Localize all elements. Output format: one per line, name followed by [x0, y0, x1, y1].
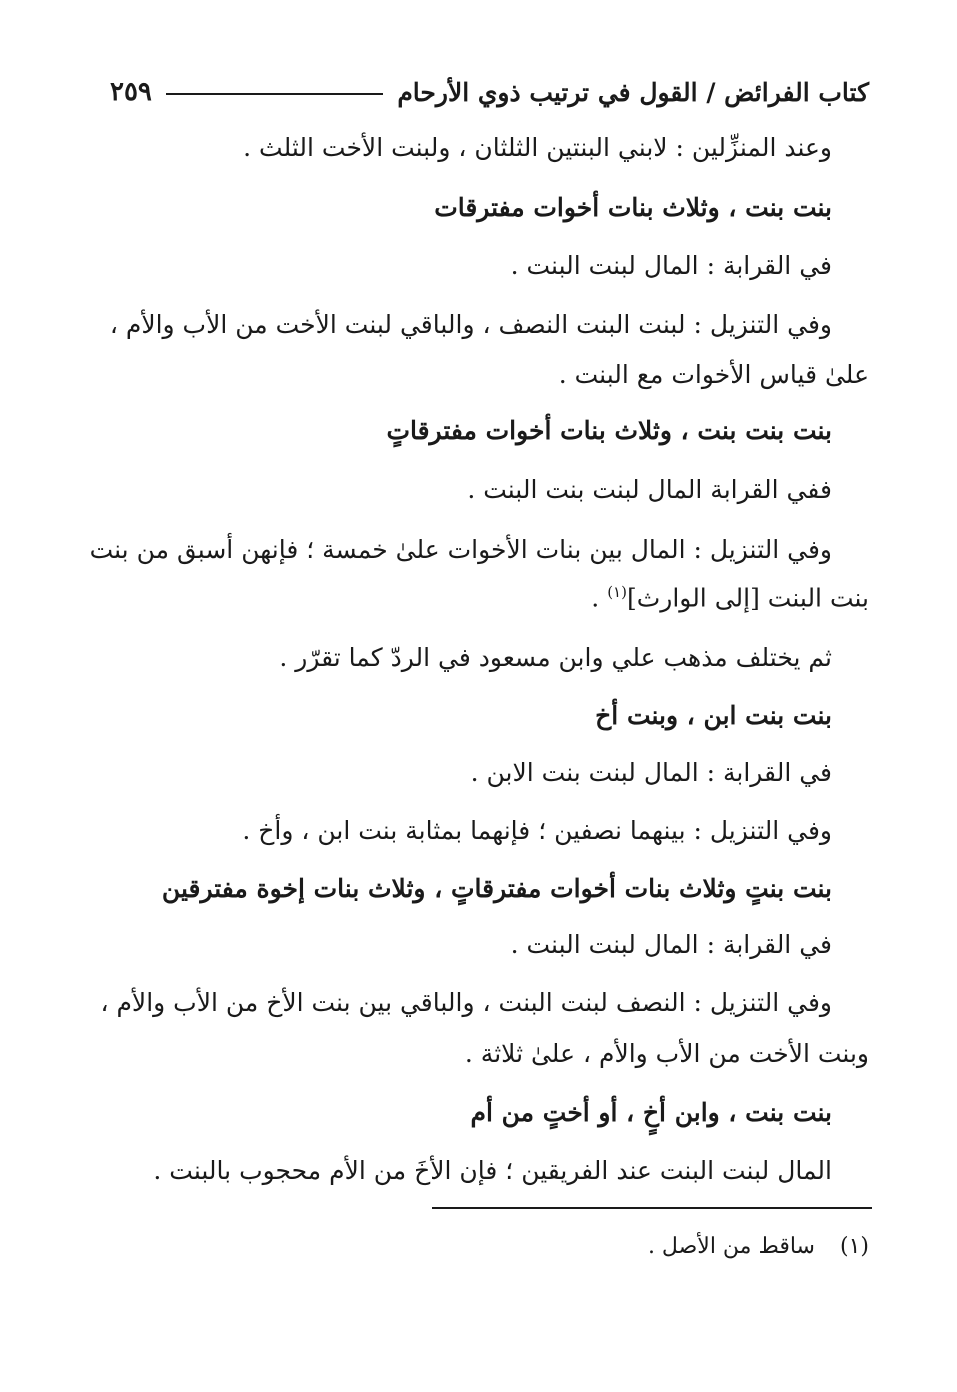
text-line — [591, 583, 869, 613]
heading-line: بنت بنتٍ وثلاث بنات أخوات مفترقاتٍ ، وثلاث بنات إخوة مفترقين — [161, 874, 832, 903]
text-line: في القرابة : المال لبنت بنت الابن . — [470, 758, 832, 787]
text-line: وفي التنزيل : بينهما نصفين ؛ فإنهما بمثابة بنت ابن ، وأخ . — [242, 816, 832, 845]
text-line: وعند المنزِّلين : لابني البنتين الثلثان ، ولبنت الأخت الثلث . — [243, 133, 832, 162]
text-line: وفي التنزيل : النصف لبنت البنت ، والباقي بين بنت الأخ من الأب والأم ، — [100, 988, 832, 1017]
heading-line: بنت بنت ابن ، وبنت أخ — [595, 701, 832, 730]
footnote-rule — [432, 1207, 872, 1209]
text-line: ثم يختلف مذهب علي وابن مسعود في الردّ كما تقرّر . — [279, 643, 832, 672]
heading-line: بنت بنت ، وثلاث بنات أخوات مفترقات — [434, 193, 832, 222]
header-title: كتاب الفرائض / القول في ترتيب ذوي الأرحام — [397, 77, 869, 107]
text-line: في القرابة : المال لبنت البنت . — [510, 930, 832, 959]
footnote — [648, 1234, 869, 1259]
header-rule — [166, 93, 383, 95]
text-line: المال لبنت البنت عند الفريقين ؛ فإن الأخَ من الأم محجوب بالبنت . — [153, 1156, 832, 1185]
text-line: علىٰ قياس الأخوات مع البنت . — [558, 360, 869, 389]
footnote-text: ساقط من الأصل . — [647, 1234, 815, 1259]
text-line: وفي التنزيل : المال بين بنات الأخوات علىٰ خمسة ؛ فإنهن أسبق من بنت — [89, 535, 832, 564]
text-line: ففي القرابة المال لبنت بنت البنت . — [467, 475, 832, 504]
heading-line: بنت بنت ، وابن أخٍ ، أو أختٍ من أم — [470, 1098, 832, 1127]
text-line: في القرابة : المال لبنت البنت . — [510, 251, 832, 280]
text-segment: . — [591, 583, 608, 613]
running-header — [110, 72, 869, 112]
text-line: وفي التنزيل : لبنت البنت النصف ، والباقي لبنت الأخت من الأب والأم ، — [109, 310, 832, 339]
text-line: وبنت الأخت من الأب والأم ، علىٰ ثلاثة . — [464, 1039, 869, 1068]
footnote-number: (١) — [839, 1234, 869, 1259]
text-segment: بنت البنت [إلى الوارث] — [626, 583, 869, 613]
footnote-ref: (١) — [607, 583, 627, 601]
heading-line: بنت بنت بنت ، وثلاث بنات أخوات مفترقاتٍ — [386, 416, 832, 445]
page-number: ٢٥٩ — [110, 77, 152, 107]
